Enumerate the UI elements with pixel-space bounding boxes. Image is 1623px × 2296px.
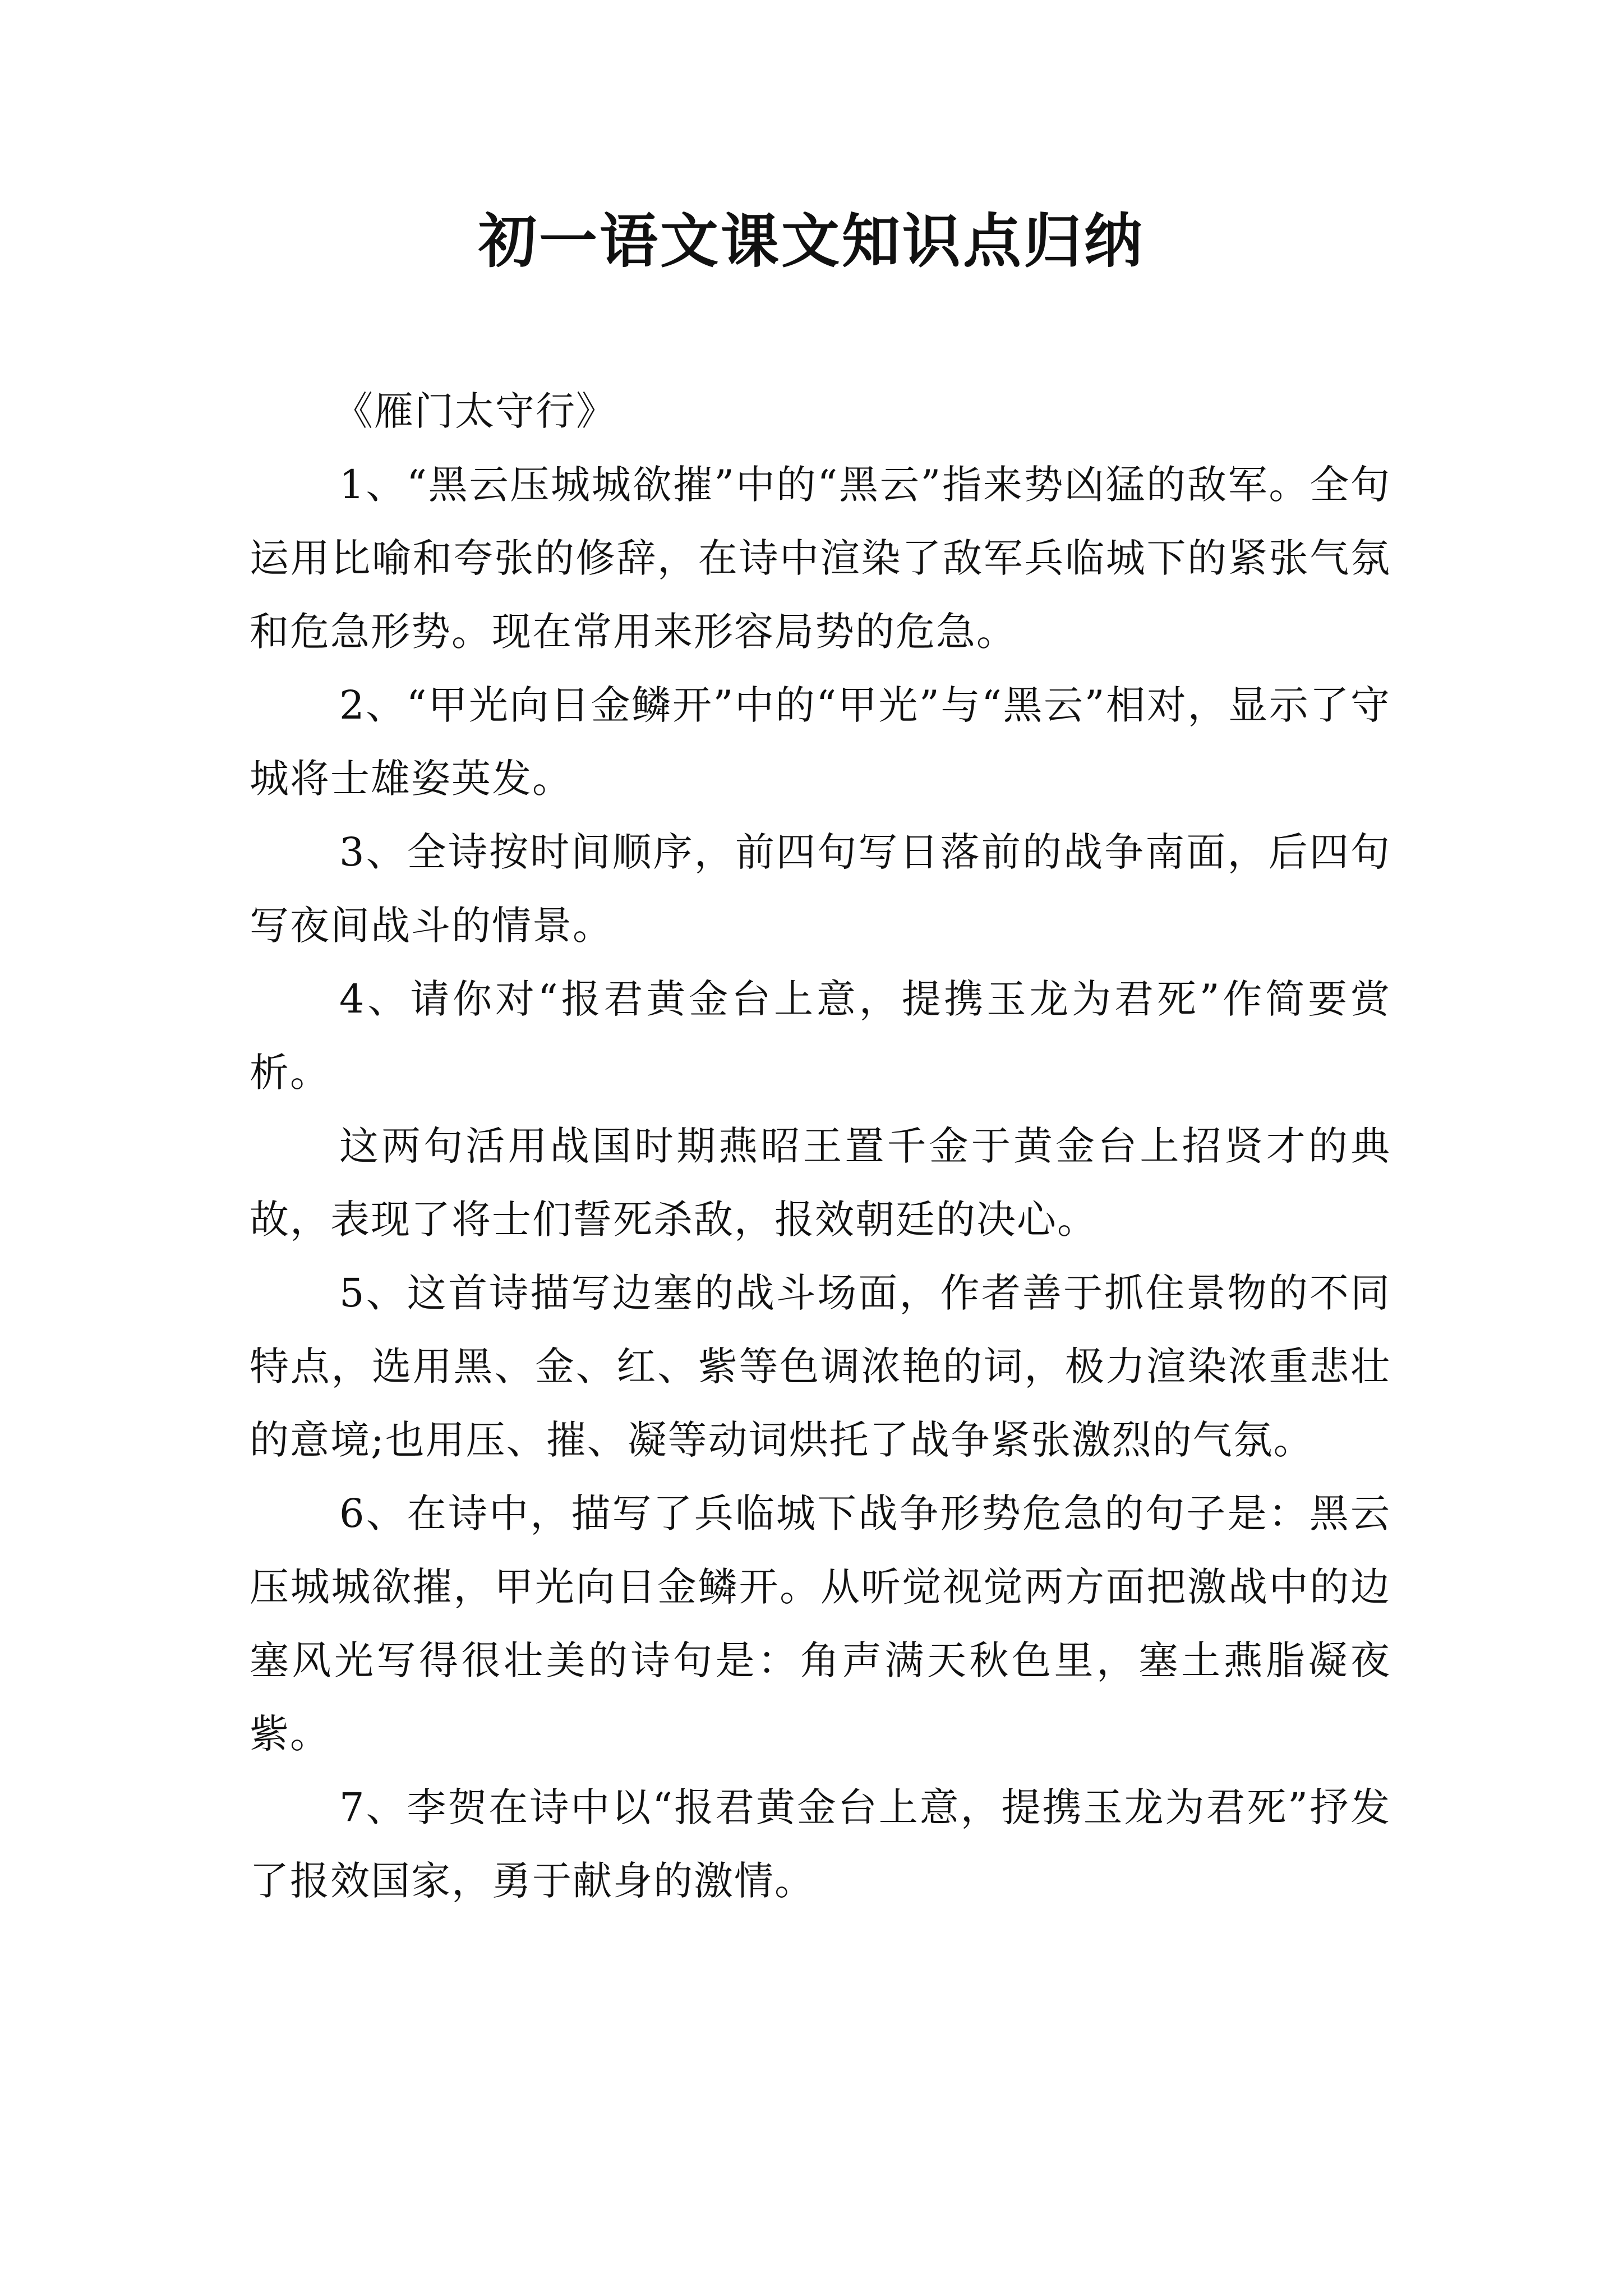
- paragraph-1: 1、“黑云压城城欲摧”中的“黑云”指来势凶猛的敌军。全句运用比喻和夸张的修辞，在诗中渲染了敌军兵临城下的紧张气氛和危急形势。现在常用来形容局势的危急。: [250, 462, 1391, 655]
- document-title: 初一语文课文知识点归纳: [478, 206, 1145, 275]
- paragraph-7: 7、李贺在诗中以“报君黄金台上意，提携玉龙为君死”抒发了报效国家，勇于献身的激情。: [250, 1784, 1391, 1904]
- paragraph-2: 2、“甲光向日金鳞开”中的“甲光”与“黑云”相对，显示了守城将士雄姿英发。: [250, 682, 1391, 802]
- paragraph-5: 5、这首诗描写边塞的战斗场面，作者善于抓住景物的不同特点，选用黑、金、红、紫等色调浓艳的词，极力渲染浓重悲壮的意境;也用压、摧、凝等动词烘托了战争紧张激烈的气氛。: [250, 1270, 1391, 1463]
- paragraph-6: 6、在诗中，描写了兵临城下战争形势危急的句子是：黑云压城城欲摧，甲光向日金鳞开。从听觉视觉两方面把激战中的边塞风光写得很壮美的诗句是：角声满天秋色里，塞土燕脂凝夜紫。: [250, 1490, 1391, 1757]
- poem-title: 《雁门太守行》: [334, 388, 616, 434]
- paragraph-4: 4、请你对“报君黄金台上意，提携玉龙为君死”作简要赏析。: [250, 976, 1391, 1096]
- paragraph-3: 3、全诗按时间顺序，前四句写日落前的战争南面，后四句写夜间战斗的情景。: [250, 829, 1391, 949]
- paragraph-4-answer: 这两句活用战国时期燕昭王置千金于黄金台上招贤才的典故，表现了将士们誓死杀敌，报效朝廷的决心。: [250, 1123, 1391, 1243]
- document-body: [250, 375, 1391, 1918]
